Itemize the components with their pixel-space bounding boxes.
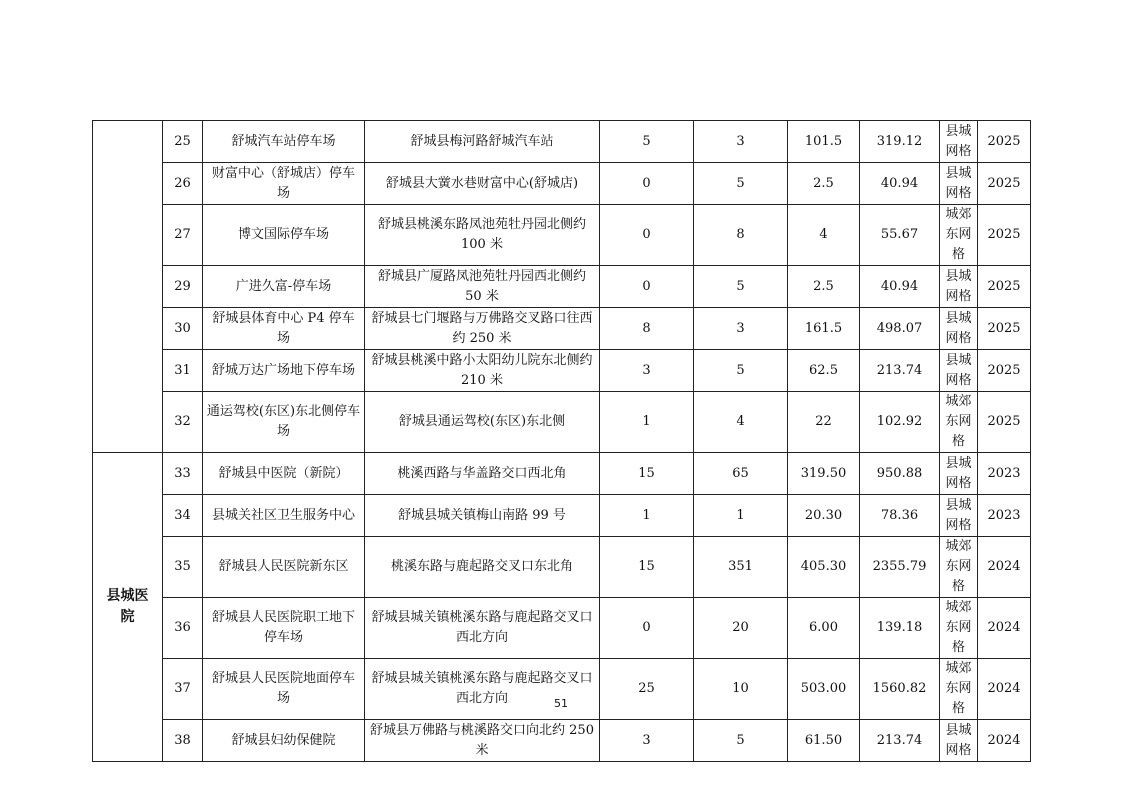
row-number-cell: 29	[163, 266, 203, 308]
year-cell: 2025	[978, 163, 1031, 205]
value-c-cell: 503.00	[788, 659, 860, 720]
value-c-cell: 62.5	[788, 350, 860, 392]
grid-cell: 城郊东网格	[940, 659, 978, 720]
value-b-cell: 10	[694, 659, 788, 720]
location-cell: 舒城县通运驾校(东区)东北侧	[365, 392, 600, 453]
parking-name-cell: 舒城县中医院（新院）	[203, 453, 365, 495]
location-cell: 舒城县梅河路舒城汽车站	[365, 121, 600, 163]
row-number-cell: 38	[163, 720, 203, 762]
row-number-cell: 35	[163, 537, 203, 598]
grid-cell: 县城网格	[940, 495, 978, 537]
year-cell: 2025	[978, 350, 1031, 392]
value-c-cell: 6.00	[788, 598, 860, 659]
year-cell: 2024	[978, 598, 1031, 659]
year-cell: 2025	[978, 266, 1031, 308]
grid-cell: 县城网格	[940, 350, 978, 392]
location-cell: 舒城县城关镇桃溪东路与鹿起路交叉口西北方向	[365, 598, 600, 659]
value-c-cell: 161.5	[788, 308, 860, 350]
table-row	[93, 537, 1031, 598]
value-d-cell: 102.92	[860, 392, 940, 453]
value-a-cell: 0	[600, 598, 694, 659]
table-row	[93, 163, 1031, 205]
year-cell: 2025	[978, 205, 1031, 266]
table-row	[93, 453, 1031, 495]
value-d-cell: 213.74	[860, 720, 940, 762]
value-d-cell: 319.12	[860, 121, 940, 163]
location-cell: 舒城县万佛路与桃溪路交口向北约 250 米	[365, 720, 600, 762]
value-b-cell: 8	[694, 205, 788, 266]
parking-name-cell: 舒城县妇幼保健院	[203, 720, 365, 762]
parking-name-cell: 舒城万达广场地下停车场	[203, 350, 365, 392]
row-number-cell: 31	[163, 350, 203, 392]
category-cell: 县城医院	[93, 453, 163, 762]
value-b-cell: 5	[694, 720, 788, 762]
parking-name-cell: 舒城县人民医院地面停车场	[203, 659, 365, 720]
grid-cell: 城郊东网格	[940, 598, 978, 659]
year-cell: 2024	[978, 537, 1031, 598]
value-b-cell: 20	[694, 598, 788, 659]
value-a-cell: 3	[600, 350, 694, 392]
value-d-cell: 55.67	[860, 205, 940, 266]
value-c-cell: 22	[788, 392, 860, 453]
value-a-cell: 5	[600, 121, 694, 163]
value-b-cell: 65	[694, 453, 788, 495]
value-a-cell: 0	[600, 205, 694, 266]
value-b-cell: 5	[694, 163, 788, 205]
value-a-cell: 0	[600, 266, 694, 308]
grid-cell: 城郊东网格	[940, 537, 978, 598]
location-cell: 舒城县大黉水巷财富中心(舒城店)	[365, 163, 600, 205]
table-row	[93, 598, 1031, 659]
value-c-cell: 319.50	[788, 453, 860, 495]
parking-name-cell: 舒城汽车站停车场	[203, 121, 365, 163]
value-a-cell: 1	[600, 392, 694, 453]
location-cell: 舒城县城关镇梅山南路 99 号	[365, 495, 600, 537]
value-c-cell: 61.50	[788, 720, 860, 762]
parking-name-cell: 舒城县人民医院新东区	[203, 537, 365, 598]
year-cell: 2024	[978, 659, 1031, 720]
value-c-cell: 4	[788, 205, 860, 266]
value-a-cell: 3	[600, 720, 694, 762]
value-d-cell: 498.07	[860, 308, 940, 350]
value-d-cell: 2355.79	[860, 537, 940, 598]
value-a-cell: 15	[600, 453, 694, 495]
year-cell: 2024	[978, 720, 1031, 762]
table-row	[93, 392, 1031, 453]
table-row	[93, 121, 1031, 163]
value-b-cell: 1	[694, 495, 788, 537]
parking-name-cell: 博文国际停车场	[203, 205, 365, 266]
location-cell: 舒城县广厦路凤池苑牡丹园西北侧约 50 米	[365, 266, 600, 308]
parking-name-cell: 舒城县体育中心 P4 停车场	[203, 308, 365, 350]
value-d-cell: 1560.82	[860, 659, 940, 720]
value-b-cell: 5	[694, 350, 788, 392]
value-d-cell: 40.94	[860, 163, 940, 205]
row-number-cell: 27	[163, 205, 203, 266]
parking-name-cell: 广进久富-停车场	[203, 266, 365, 308]
page-number: 51	[554, 697, 568, 710]
row-number-cell: 36	[163, 598, 203, 659]
grid-cell: 城郊东网格	[940, 392, 978, 453]
grid-cell: 县城网格	[940, 121, 978, 163]
value-b-cell: 3	[694, 308, 788, 350]
value-a-cell: 25	[600, 659, 694, 720]
value-c-cell: 405.30	[788, 537, 860, 598]
row-number-cell: 34	[163, 495, 203, 537]
parking-name-cell: 舒城县人民医院职工地下停车场	[203, 598, 365, 659]
table-row	[93, 659, 1031, 720]
value-c-cell: 20.30	[788, 495, 860, 537]
value-b-cell: 3	[694, 121, 788, 163]
value-a-cell: 0	[600, 163, 694, 205]
year-cell: 2025	[978, 392, 1031, 453]
location-cell: 舒城县桃溪中路小太阳幼儿院东北侧约 210 米	[365, 350, 600, 392]
row-number-cell: 26	[163, 163, 203, 205]
table-row	[93, 720, 1031, 762]
row-number-cell: 30	[163, 308, 203, 350]
grid-cell: 县城网格	[940, 308, 978, 350]
row-number-cell: 32	[163, 392, 203, 453]
value-a-cell: 1	[600, 495, 694, 537]
parking-name-cell: 财富中心（舒城店）停车场	[203, 163, 365, 205]
grid-cell: 县城网格	[940, 720, 978, 762]
category-cell	[93, 121, 163, 453]
table-body	[93, 121, 1031, 762]
parking-name-cell: 通运驾校(东区)东北侧停车场	[203, 392, 365, 453]
grid-cell: 县城网格	[940, 266, 978, 308]
table-row	[93, 495, 1031, 537]
value-d-cell: 78.36	[860, 495, 940, 537]
value-d-cell: 139.18	[860, 598, 940, 659]
table-row	[93, 308, 1031, 350]
grid-cell: 城郊东网格	[940, 205, 978, 266]
value-c-cell: 2.5	[788, 266, 860, 308]
year-cell: 2025	[978, 121, 1031, 163]
value-b-cell: 4	[694, 392, 788, 453]
parking-name-cell: 县城关社区卫生服务中心	[203, 495, 365, 537]
table-row	[93, 205, 1031, 266]
table-row	[93, 350, 1031, 392]
year-cell: 2023	[978, 495, 1031, 537]
grid-cell: 县城网格	[940, 453, 978, 495]
value-b-cell: 351	[694, 537, 788, 598]
location-cell: 舒城县桃溪东路凤池苑牡丹园北侧约 100 米	[365, 205, 600, 266]
location-cell: 舒城县七门堰路与万佛路交叉路口往西约 250 米	[365, 308, 600, 350]
location-cell: 舒城县城关镇桃溪东路与鹿起路交叉口西北方向	[365, 659, 600, 720]
row-number-cell: 37	[163, 659, 203, 720]
value-d-cell: 950.88	[860, 453, 940, 495]
value-d-cell: 213.74	[860, 350, 940, 392]
value-d-cell: 40.94	[860, 266, 940, 308]
grid-cell: 县城网格	[940, 163, 978, 205]
value-a-cell: 8	[600, 308, 694, 350]
row-number-cell: 25	[163, 121, 203, 163]
value-a-cell: 15	[600, 537, 694, 598]
table-row	[93, 266, 1031, 308]
location-cell: 桃溪西路与华盖路交口西北角	[365, 453, 600, 495]
data-table	[92, 120, 1031, 762]
location-cell: 桃溪东路与鹿起路交叉口东北角	[365, 537, 600, 598]
value-c-cell: 101.5	[788, 121, 860, 163]
value-c-cell: 2.5	[788, 163, 860, 205]
year-cell: 2025	[978, 308, 1031, 350]
row-number-cell: 33	[163, 453, 203, 495]
value-b-cell: 5	[694, 266, 788, 308]
year-cell: 2023	[978, 453, 1031, 495]
